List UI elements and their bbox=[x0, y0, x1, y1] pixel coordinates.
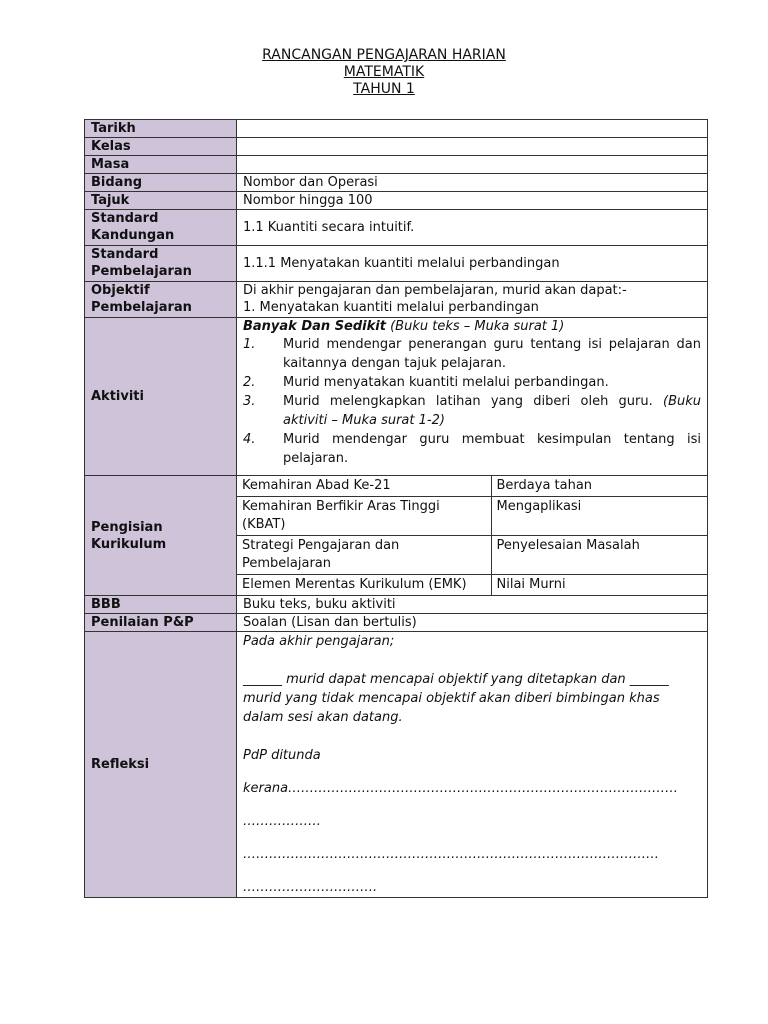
label-sp-line-2: Pembelajaran bbox=[91, 264, 192, 279]
aktiviti-list bbox=[243, 335, 701, 468]
value-standard-pembelajaran: 1.1.1 Menyatakan kuantiti melalui perbandingan bbox=[237, 246, 708, 282]
row-tajuk bbox=[85, 192, 708, 210]
pengisian-value: Berdaya tahan bbox=[491, 476, 707, 497]
list-item-number: 3. bbox=[243, 394, 256, 409]
list-item bbox=[243, 392, 701, 430]
title-line-2: MATEMATIK bbox=[343, 64, 425, 80]
row-kelas bbox=[85, 138, 708, 156]
list-item-text: Murid mendengar penerangan guru tentang isi pelajaran dan kaitannya dengan tajuk pelajaran. bbox=[283, 337, 701, 371]
pengisian-key bbox=[237, 497, 491, 536]
label-tajuk: Tajuk bbox=[85, 192, 237, 210]
objektif-line-2: 1. Menyatakan kuantiti melalui perbandingan bbox=[243, 300, 539, 315]
list-item-number: 2. bbox=[243, 375, 256, 390]
list-item-text: Murid mendengar guru membuat kesimpulan tentang isi pelajaran. bbox=[283, 432, 701, 466]
objektif-line-1: Di akhir pengajaran dan pembelajaran, murid akan dapat:- bbox=[243, 283, 627, 298]
list-item bbox=[243, 430, 701, 468]
pengisian-key-line-2: Pembelajaran bbox=[242, 556, 331, 571]
table-row bbox=[237, 575, 707, 596]
label-masa: Masa bbox=[85, 156, 237, 174]
label-standard-pembelajaran bbox=[85, 246, 237, 282]
aktiviti-heading-ref: (Buku teks – Muka surat 1) bbox=[390, 319, 565, 334]
value-standard-kandungan: 1.1 Kuantiti secara intuitif. bbox=[237, 210, 708, 246]
row-aktiviti bbox=[85, 318, 708, 476]
label-obj-line-1: Objektif bbox=[91, 283, 150, 298]
pengisian-key-line-1: Kemahiran Abad Ke-21 bbox=[242, 478, 391, 493]
row-refleksi bbox=[85, 632, 708, 898]
label-bbb: BBB bbox=[85, 596, 237, 614]
pengisian-value: Nilai Murni bbox=[491, 575, 707, 596]
table-row bbox=[237, 497, 707, 536]
value-bbb: Buku teks, buku aktiviti bbox=[237, 596, 708, 614]
row-penilaian bbox=[85, 614, 708, 632]
value-penilaian: Soalan (Lisan dan bertulis) bbox=[237, 614, 708, 632]
value-aktiviti bbox=[237, 318, 708, 476]
label-tarikh: Tarikh bbox=[85, 120, 237, 138]
refleksi-line-7: …………………………. bbox=[243, 880, 378, 895]
pengisian-key-line-1: Elemen Merentas Kurikulum (EMK) bbox=[242, 577, 467, 592]
pengisian-key bbox=[237, 476, 491, 497]
label-sk-line-1: Standard bbox=[91, 211, 159, 226]
title-line-3: TAHUN 1 bbox=[353, 81, 415, 97]
row-standard-pembelajaran bbox=[85, 246, 708, 282]
label-objektif bbox=[85, 282, 237, 318]
value-bidang: Nombor dan Operasi bbox=[237, 174, 708, 192]
label-pengisian-kurikulum bbox=[85, 476, 237, 596]
refleksi-line-1: Pada akhir pengajaran; bbox=[243, 634, 395, 649]
row-standard-kandungan bbox=[85, 210, 708, 246]
aktiviti-heading bbox=[243, 318, 701, 335]
label-aktiviti: Aktiviti bbox=[85, 318, 237, 476]
pengisian-key-line-2: (KBAT) bbox=[242, 517, 286, 532]
label-pk-line-1: Pengisian bbox=[91, 519, 163, 535]
list-item-ref: (Buku aktiviti – Muka surat 1-2) bbox=[283, 394, 701, 428]
label-bidang: Bidang bbox=[85, 174, 237, 192]
refleksi-line-2: ______ murid dapat mencapai objektif yang ditetapkan dan ______ murid yang tidak mencapai objektif akan diberi bimbingan khas dalam sesi akan datang. bbox=[243, 672, 669, 725]
value-masa bbox=[237, 156, 708, 174]
row-masa bbox=[85, 156, 708, 174]
row-bbb bbox=[85, 596, 708, 614]
pengisian-table bbox=[237, 476, 707, 595]
refleksi-line-6: …………………………………………………………………………………… bbox=[243, 847, 659, 862]
refleksi-line-5: ……………… bbox=[243, 814, 321, 829]
document-title bbox=[0, 47, 768, 98]
list-item-text: Murid melengkapkan latihan yang diberi oleh guru. bbox=[283, 394, 653, 409]
label-sp-line-1: Standard bbox=[91, 247, 159, 262]
value-pengisian-kurikulum bbox=[237, 476, 708, 596]
pengisian-key bbox=[237, 575, 491, 596]
value-objektif bbox=[237, 282, 708, 318]
list-item-number: 1. bbox=[243, 337, 256, 352]
list-item-text: Murid menyatakan kuantiti melalui perbandingan. bbox=[283, 375, 609, 390]
label-sk-line-2: Kandungan bbox=[91, 228, 175, 243]
pengisian-key-line-1: Strategi Pengajaran dan bbox=[242, 538, 400, 553]
row-tarikh bbox=[85, 120, 708, 138]
row-pengisian-kurikulum bbox=[85, 476, 708, 596]
list-item-number: 4. bbox=[243, 432, 256, 447]
pengisian-key bbox=[237, 536, 491, 575]
value-refleksi bbox=[237, 632, 708, 898]
table-row bbox=[237, 476, 707, 497]
label-obj-line-2: Pembelajaran bbox=[91, 300, 192, 315]
lesson-plan-table bbox=[84, 119, 708, 898]
value-tajuk: Nombor hingga 100 bbox=[237, 192, 708, 210]
value-kelas bbox=[237, 138, 708, 156]
label-pk-line-2: Kurikulum bbox=[91, 536, 167, 552]
row-bidang bbox=[85, 174, 708, 192]
label-penilaian: Penilaian P&P bbox=[85, 614, 237, 632]
refleksi-line-4: kerana……………………………………………………………………………… bbox=[243, 781, 679, 796]
table-row bbox=[237, 536, 707, 575]
label-kelas: Kelas bbox=[85, 138, 237, 156]
list-item bbox=[243, 373, 701, 392]
title-line-1: RANCANGAN PENGAJARAN HARIAN bbox=[262, 47, 506, 63]
pengisian-key-line-1: Kemahiran Berfikir Aras Tinggi bbox=[242, 499, 440, 514]
pengisian-value: Mengaplikasi bbox=[491, 497, 707, 536]
list-item bbox=[243, 335, 701, 373]
refleksi-line-3: PdP ditunda bbox=[243, 748, 321, 763]
value-tarikh bbox=[237, 120, 708, 138]
aktiviti-heading-title: Banyak Dan Sedikit bbox=[243, 319, 386, 334]
pengisian-value: Penyelesaian Masalah bbox=[491, 536, 707, 575]
label-standard-kandungan bbox=[85, 210, 237, 246]
label-refleksi: Refleksi bbox=[85, 632, 237, 898]
row-objektif bbox=[85, 282, 708, 318]
